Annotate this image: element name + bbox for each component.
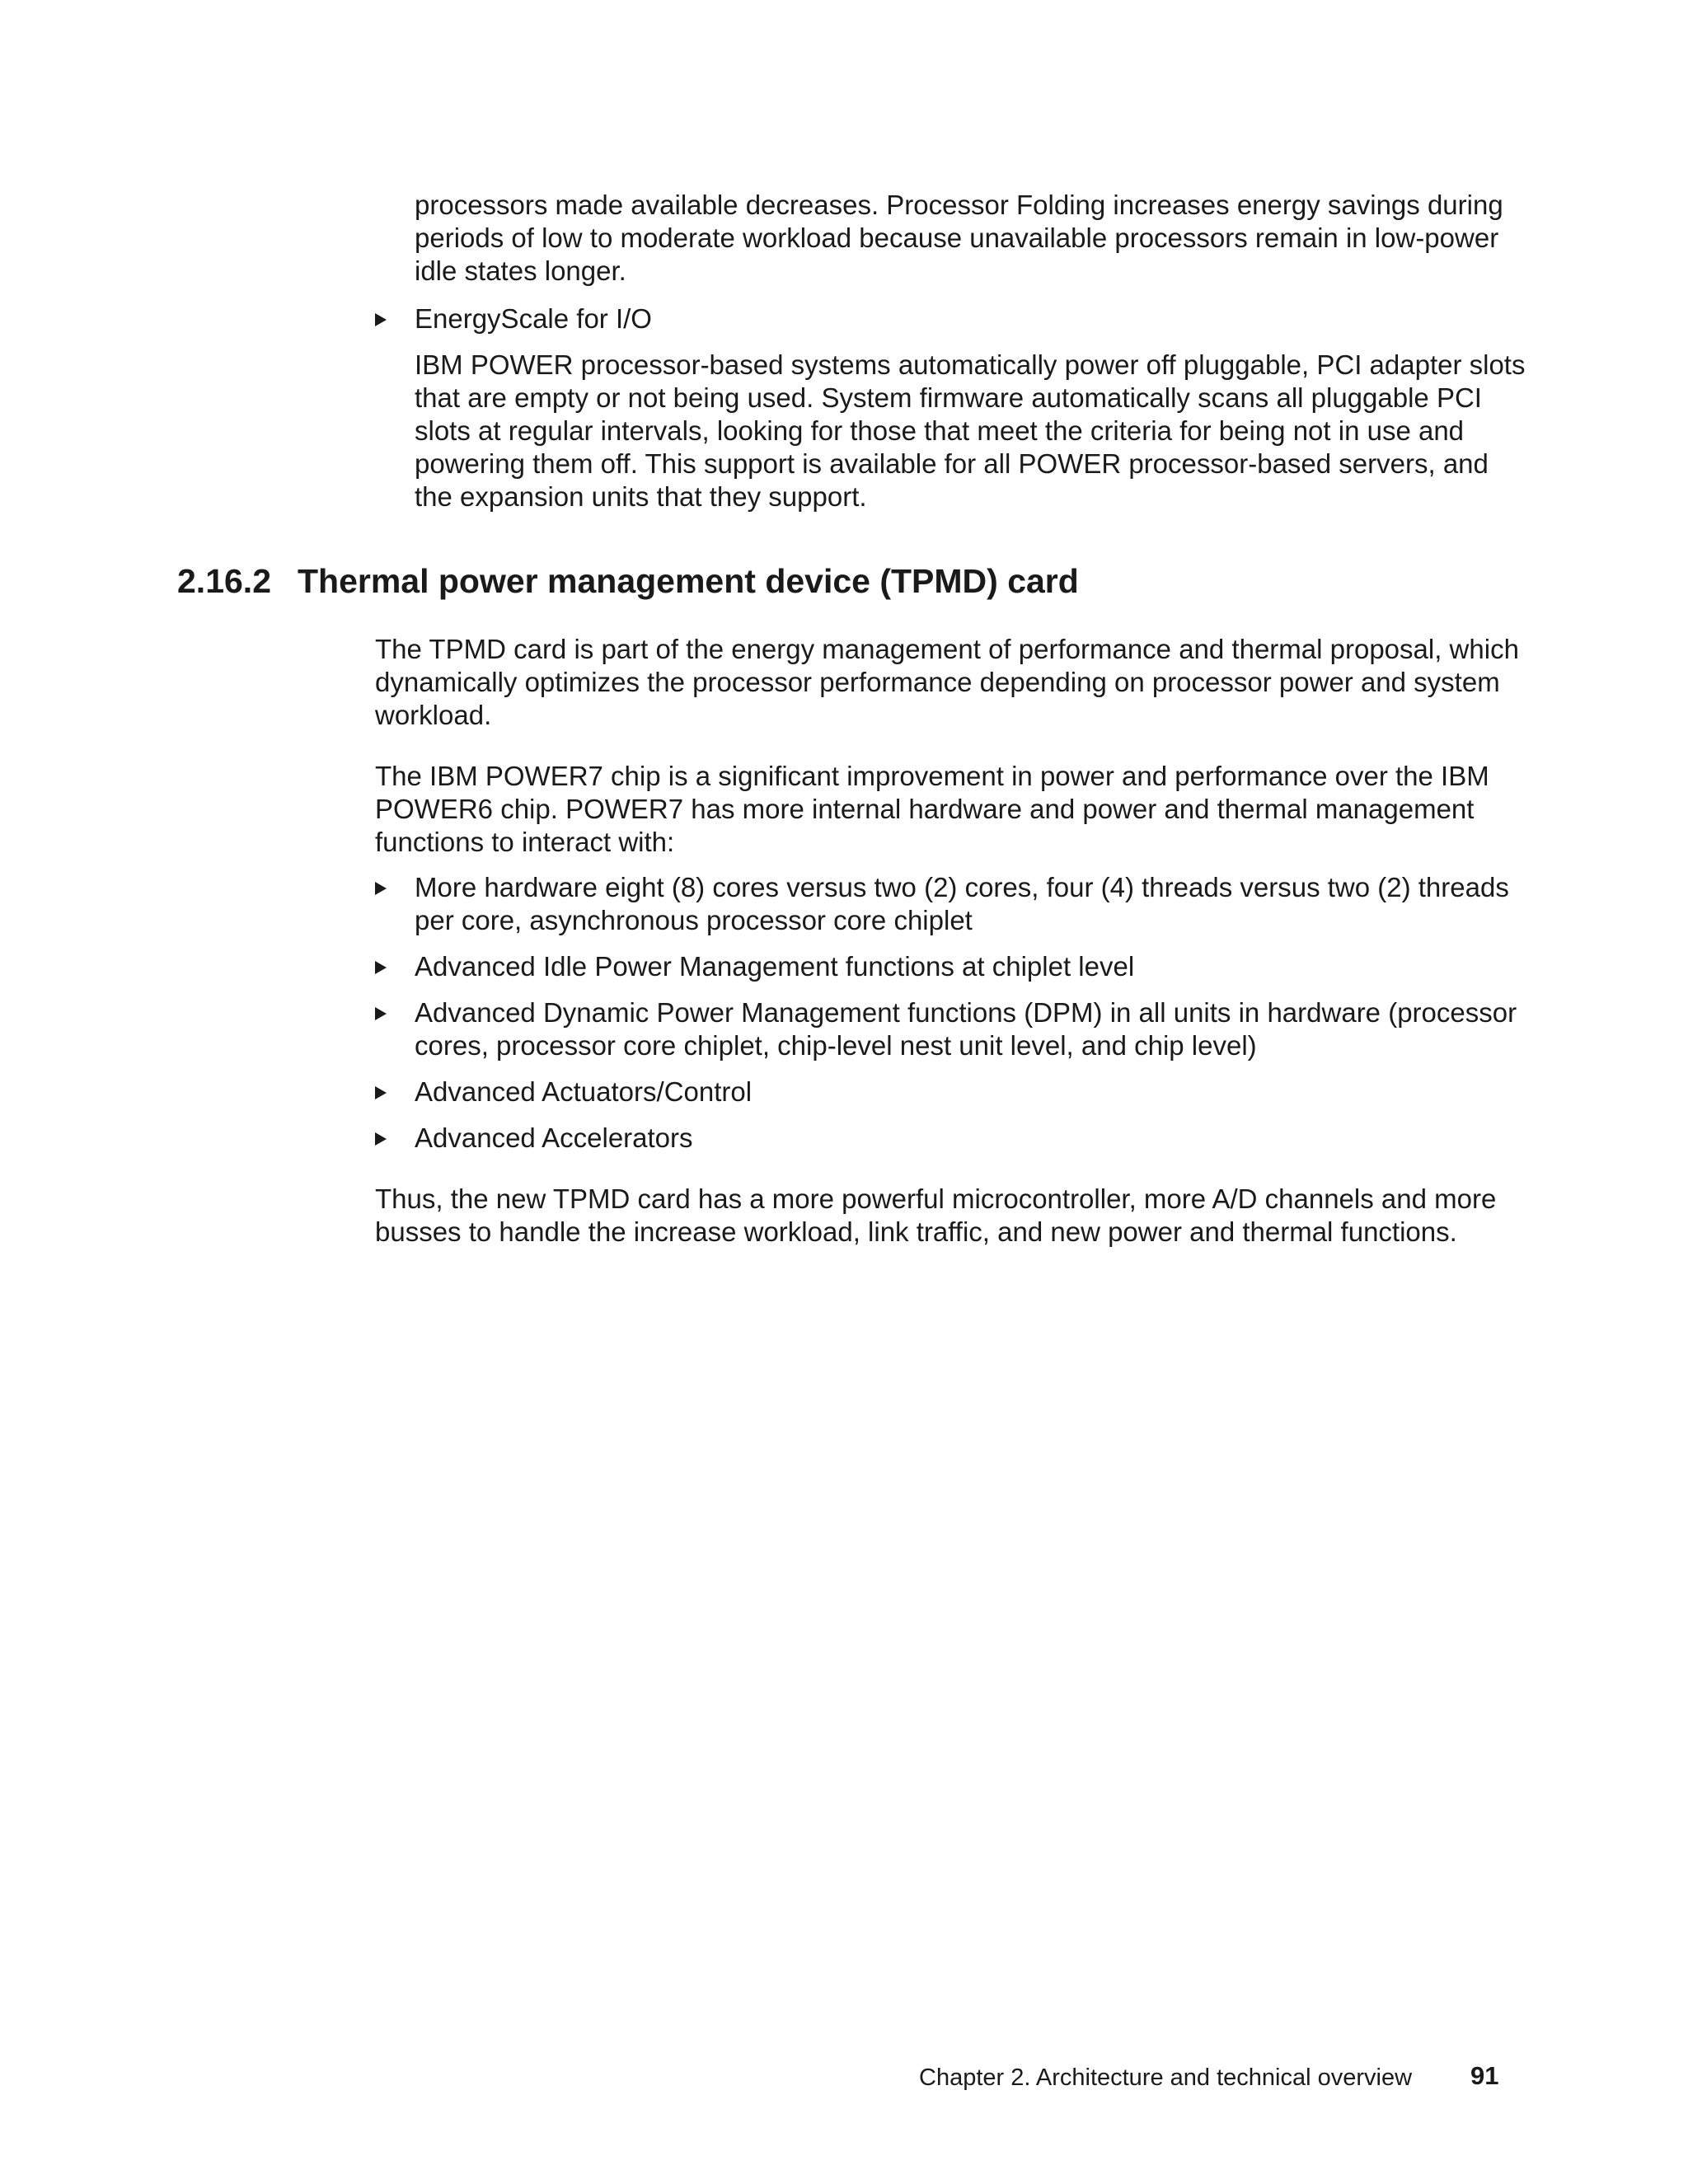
section-number: 2.16.2 bbox=[177, 562, 271, 600]
triangle-bullet-icon bbox=[375, 961, 387, 974]
footer-chapter: Chapter 2. Architecture and technical overview bbox=[919, 2064, 1413, 2091]
energyscale-bullet bbox=[375, 302, 1529, 513]
paragraph-3: Thus, the new TPMD card has a more powerful microcontroller, more A/D channels and more busses to handle the increase workload, link traffic, and new power and thermal functions. bbox=[375, 1183, 1497, 1247]
list-item bbox=[375, 871, 1529, 937]
triangle-bullet-icon bbox=[375, 1007, 387, 1020]
list-item bbox=[375, 996, 1529, 1062]
page-number: 91 bbox=[1470, 2061, 1499, 2090]
bullet-body: IBM POWER processor-based systems automatically power off pluggable, PCI adapter slots that are empty or not being used. System firmware automatically scans all pluggable PCI slots at regular intervals, looking for those that meet the criteria for being not in use and powering them off. This support is available for all POWER processor-based servers, and the expansion units that they support. bbox=[415, 349, 1526, 512]
intro-paragraph: processors made available decreases. Processor Folding increases energy savings during periods of low to moderate workload because unavailable processors remain in low-power idle states longer. bbox=[415, 190, 1503, 286]
list-item-text: Advanced Actuators/Control bbox=[415, 1076, 753, 1107]
features-list bbox=[375, 871, 1529, 1168]
list-item-text: Advanced Accelerators bbox=[415, 1122, 693, 1153]
bullet-item bbox=[375, 302, 1529, 335]
triangle-bullet-icon bbox=[375, 1132, 387, 1146]
paragraph-2: The IBM POWER7 chip is a significant improvement in power and performance over the IBM POWER6 chip. POWER7 has more internal hardware and power and thermal management functions to interact with: bbox=[375, 761, 1489, 857]
list-item-text: Advanced Dynamic Power Management functions (DPM) in all units in hardware (processor cores, processor core chiplet, chip-level nest unit level, and chip level) bbox=[415, 997, 1517, 1061]
section-heading bbox=[177, 560, 1079, 602]
section-title: Thermal power management device (TPMD) card bbox=[298, 562, 1079, 600]
triangle-bullet-icon bbox=[375, 313, 387, 326]
bullet-title: EnergyScale for I/O bbox=[415, 303, 652, 334]
list-item-text: More hardware eight (8) cores versus two (2) cores, four (4) threads versus two (2) threads per core, asynchronous processor core chiplet bbox=[415, 872, 1509, 935]
list-item bbox=[375, 950, 1529, 983]
triangle-bullet-icon bbox=[375, 882, 387, 895]
list-item bbox=[375, 1076, 1529, 1108]
list-item-text: Advanced Idle Power Management functions at chiplet level bbox=[415, 951, 1135, 982]
list-item bbox=[375, 1122, 1529, 1155]
triangle-bullet-icon bbox=[375, 1086, 387, 1099]
paragraph-1: The TPMD card is part of the energy management of performance and thermal proposal, which dynamically optimizes the processor performance depending on processor power and system workload. bbox=[375, 634, 1519, 730]
